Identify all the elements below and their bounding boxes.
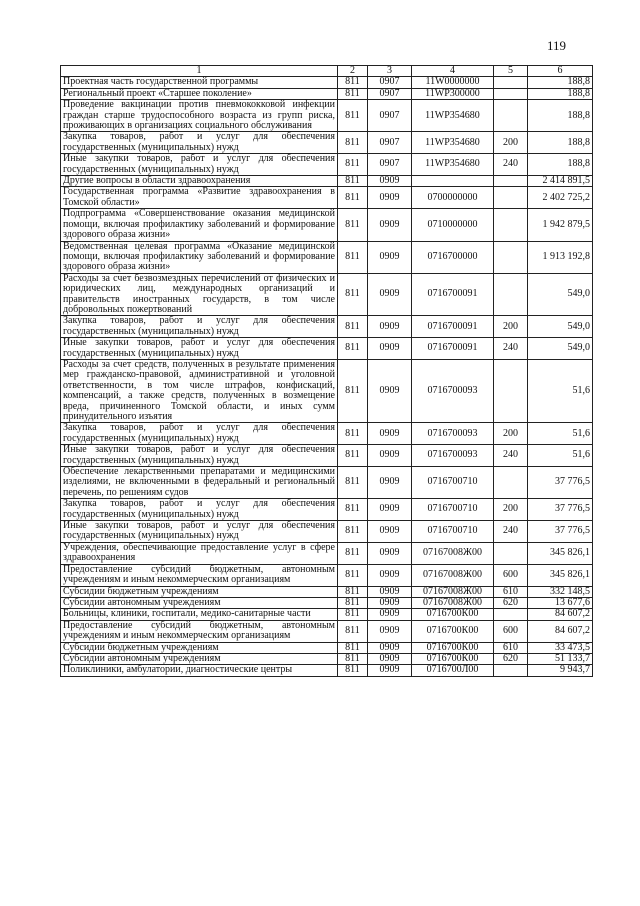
row-amount-cell: 9 943,7: [528, 665, 593, 676]
row-type-cell: 200: [494, 132, 528, 154]
row-section-cell: 0909: [368, 273, 412, 316]
row-amount-cell: 51,6: [528, 445, 593, 467]
row-section-cell: 0909: [368, 187, 412, 209]
row-target-cell: 0716700710: [412, 499, 494, 521]
header-col-1: 1: [61, 66, 338, 77]
row-target-cell: 0716700091: [412, 316, 494, 338]
row-amount-cell: 33 473,5: [528, 642, 593, 653]
table-row: [61, 467, 593, 499]
row-amount-cell: 549,0: [528, 273, 593, 316]
row-type-cell: 610: [494, 586, 528, 597]
row-section-cell: 0907: [368, 77, 412, 88]
row-amount-cell: 84 607,2: [528, 609, 593, 620]
row-grbs-cell: 811: [338, 445, 368, 467]
row-name-cell: Закупка товаров, работ и услуг для обеспечения государственных (муниципальных) нужд: [61, 423, 338, 445]
row-grbs-cell: 811: [338, 316, 368, 338]
row-section-cell: 0909: [368, 176, 412, 187]
table-row: [61, 132, 593, 154]
table-row: [61, 521, 593, 543]
page-number: 119: [547, 38, 567, 53]
row-type-cell: [494, 241, 528, 273]
row-grbs-cell: 811: [338, 241, 368, 273]
row-section-cell: 0909: [368, 521, 412, 543]
row-grbs-cell: 811: [338, 154, 368, 176]
row-amount-cell: 2 414 891,5: [528, 176, 593, 187]
row-section-cell: 0909: [368, 653, 412, 664]
table-row: [61, 77, 593, 88]
row-amount-cell: 51,6: [528, 359, 593, 422]
row-type-cell: 240: [494, 521, 528, 543]
row-grbs-cell: 811: [338, 499, 368, 521]
row-section-cell: 0907: [368, 100, 412, 132]
row-type-cell: [494, 187, 528, 209]
row-grbs-cell: 811: [338, 338, 368, 360]
row-target-cell: 11WP354680: [412, 154, 494, 176]
row-section-cell: 0909: [368, 467, 412, 499]
row-grbs-cell: 811: [338, 521, 368, 543]
table-row: [61, 423, 593, 445]
row-name-cell: Расходы за счет безвозмездных перечислений от физических и юридических лиц, международных организаций и правительств иностранных государств, в том числе добровольных пожертвований: [61, 273, 338, 316]
table-row: [61, 653, 593, 664]
row-name-cell: Иные закупки товаров, работ и услуг для обеспечения государственных (муниципальных) нужд: [61, 445, 338, 467]
header-col-6: 6: [528, 66, 593, 77]
row-section-cell: 0909: [368, 241, 412, 273]
row-amount-cell: 37 776,5: [528, 521, 593, 543]
row-name-cell: Иные закупки товаров, работ и услуг для обеспечения государственных (муниципальных) нужд: [61, 154, 338, 176]
row-grbs-cell: 811: [338, 542, 368, 564]
row-target-cell: [412, 176, 494, 187]
table-header: [61, 66, 593, 77]
row-grbs-cell: 811: [338, 77, 368, 88]
row-section-cell: 0909: [368, 209, 412, 241]
row-amount-cell: 188,8: [528, 132, 593, 154]
row-name-cell: Субсидии автономным учреждениям: [61, 653, 338, 664]
table-row: [61, 273, 593, 316]
row-target-cell: 11WP354680: [412, 100, 494, 132]
table-row: [61, 187, 593, 209]
table-row: [61, 316, 593, 338]
row-grbs-cell: 811: [338, 609, 368, 620]
row-type-cell: 610: [494, 642, 528, 653]
row-grbs-cell: 811: [338, 665, 368, 676]
row-name-cell: Закупка товаров, работ и услуг для обеспечения государственных (муниципальных) нужд: [61, 499, 338, 521]
row-section-cell: 0909: [368, 316, 412, 338]
row-type-cell: 200: [494, 423, 528, 445]
row-target-cell: 0700000000: [412, 187, 494, 209]
row-amount-cell: 188,8: [528, 100, 593, 132]
row-name-cell: Субсидии бюджетным учреждениям: [61, 642, 338, 653]
row-type-cell: [494, 609, 528, 620]
row-name-cell: Субсидии бюджетным учреждениям: [61, 586, 338, 597]
row-section-cell: 0909: [368, 423, 412, 445]
row-type-cell: [494, 467, 528, 499]
row-type-cell: 600: [494, 620, 528, 642]
row-grbs-cell: 811: [338, 187, 368, 209]
row-name-cell: Проектная часть государственной программы: [61, 77, 338, 88]
row-amount-cell: 345 826,1: [528, 542, 593, 564]
row-target-cell: 0716700К00: [412, 642, 494, 653]
table-row: [61, 564, 593, 586]
row-name-cell: Учреждения, обеспечивающие предоставление услуг в сфере здравоохранения: [61, 542, 338, 564]
header-col-5: 5: [494, 66, 528, 77]
table-row: [61, 241, 593, 273]
row-amount-cell: 2 402 725,2: [528, 187, 593, 209]
table-row: [61, 154, 593, 176]
table-row: [61, 176, 593, 187]
row-type-cell: 200: [494, 316, 528, 338]
row-grbs-cell: 811: [338, 88, 368, 99]
row-grbs-cell: 811: [338, 209, 368, 241]
row-grbs-cell: 811: [338, 653, 368, 664]
row-target-cell: 0716700093: [412, 445, 494, 467]
row-type-cell: [494, 209, 528, 241]
table-body: [61, 77, 593, 676]
row-name-cell: Расходы за счет средств, полученных в результате применения мер гражданско-правовой, административной и уголовной ответственности, в том числе штрафов, конфискаций, компенсаций, а также средств, полученных в возмещение вреда, причиненного Томской области, и иных сумм принудительного изъятия: [61, 359, 338, 422]
row-target-cell: 0716700710: [412, 521, 494, 543]
row-amount-cell: 188,8: [528, 88, 593, 99]
row-name-cell: Подпрограмма «Совершенствование оказания медицинской помощи, включая профилактику заболеваний и формирование здорового образа жизни»: [61, 209, 338, 241]
row-amount-cell: 1 913 192,8: [528, 241, 593, 273]
row-name-cell: Другие вопросы в области здравоохранения: [61, 176, 338, 187]
row-amount-cell: 345 826,1: [528, 564, 593, 586]
row-section-cell: 0909: [368, 642, 412, 653]
row-type-cell: 240: [494, 154, 528, 176]
row-target-cell: 0716700Л00: [412, 665, 494, 676]
table-row: [61, 642, 593, 653]
header-col-4: 4: [412, 66, 494, 77]
row-grbs-cell: 811: [338, 620, 368, 642]
budget-table: [60, 65, 593, 677]
row-section-cell: 0907: [368, 88, 412, 99]
row-name-cell: Поликлиники, амбулатории, диагностические центры: [61, 665, 338, 676]
row-amount-cell: 1 942 879,5: [528, 209, 593, 241]
row-amount-cell: 188,8: [528, 77, 593, 88]
row-section-cell: 0909: [368, 564, 412, 586]
row-amount-cell: 13 677,6: [528, 597, 593, 608]
row-type-cell: [494, 88, 528, 99]
row-target-cell: 11W0000000: [412, 77, 494, 88]
row-target-cell: 07167008Ж00: [412, 564, 494, 586]
row-section-cell: 0909: [368, 665, 412, 676]
row-target-cell: 0716700093: [412, 423, 494, 445]
row-type-cell: [494, 542, 528, 564]
row-amount-cell: 332 148,5: [528, 586, 593, 597]
row-target-cell: 0710000000: [412, 209, 494, 241]
row-grbs-cell: 811: [338, 564, 368, 586]
table-row: [61, 359, 593, 422]
row-section-cell: 0909: [368, 609, 412, 620]
table-row: [61, 499, 593, 521]
row-grbs-cell: 811: [338, 359, 368, 422]
row-amount-cell: 188,8: [528, 154, 593, 176]
row-name-cell: Региональный проект «Старшее поколение»: [61, 88, 338, 99]
row-type-cell: [494, 273, 528, 316]
row-type-cell: 600: [494, 564, 528, 586]
row-type-cell: [494, 100, 528, 132]
row-amount-cell: 51,6: [528, 423, 593, 445]
table-row: [61, 620, 593, 642]
row-target-cell: 0716700091: [412, 338, 494, 360]
row-name-cell: Больницы, клиники, госпитали, медико-санитарные части: [61, 609, 338, 620]
table-row: [61, 209, 593, 241]
table-row: [61, 609, 593, 620]
row-name-cell: Субсидии автономным учреждениям: [61, 597, 338, 608]
row-target-cell: 0716700710: [412, 467, 494, 499]
row-name-cell: Иные закупки товаров, работ и услуг для обеспечения государственных (муниципальных) нужд: [61, 521, 338, 543]
row-target-cell: 0716700К00: [412, 609, 494, 620]
row-type-cell: 200: [494, 499, 528, 521]
row-amount-cell: 549,0: [528, 316, 593, 338]
table-row: [61, 88, 593, 99]
row-section-cell: 0909: [368, 445, 412, 467]
row-section-cell: 0909: [368, 597, 412, 608]
row-type-cell: 620: [494, 597, 528, 608]
row-section-cell: 0909: [368, 359, 412, 422]
table-row: [61, 445, 593, 467]
row-name-cell: Предоставление субсидий бюджетным, автономным учреждениям и иным некоммерческим организациям: [61, 564, 338, 586]
table-row: [61, 100, 593, 132]
row-name-cell: Закупка товаров, работ и услуг для обеспечения государственных (муниципальных) нужд: [61, 132, 338, 154]
row-type-cell: [494, 359, 528, 422]
row-target-cell: 0716700000: [412, 241, 494, 273]
row-name-cell: Иные закупки товаров, работ и услуг для обеспечения государственных (муниципальных) нужд: [61, 338, 338, 360]
row-grbs-cell: 811: [338, 132, 368, 154]
row-target-cell: 0716700К00: [412, 620, 494, 642]
row-target-cell: 11WP300000: [412, 88, 494, 99]
table-row: [61, 586, 593, 597]
row-type-cell: [494, 77, 528, 88]
row-grbs-cell: 811: [338, 597, 368, 608]
table-row: [61, 338, 593, 360]
row-type-cell: 620: [494, 653, 528, 664]
row-section-cell: 0909: [368, 499, 412, 521]
table-row: [61, 542, 593, 564]
row-section-cell: 0907: [368, 132, 412, 154]
row-amount-cell: 84 607,2: [528, 620, 593, 642]
row-type-cell: 240: [494, 338, 528, 360]
table-row: [61, 597, 593, 608]
row-type-cell: 240: [494, 445, 528, 467]
row-name-cell: Государственная программа «Развитие здравоохранения в Томской области»: [61, 187, 338, 209]
row-amount-cell: 37 776,5: [528, 499, 593, 521]
header-col-3: 3: [368, 66, 412, 77]
row-section-cell: 0909: [368, 542, 412, 564]
row-grbs-cell: 811: [338, 642, 368, 653]
row-target-cell: 0716700К00: [412, 653, 494, 664]
row-target-cell: 0716700091: [412, 273, 494, 316]
row-section-cell: 0909: [368, 586, 412, 597]
row-grbs-cell: 811: [338, 100, 368, 132]
header-row: [61, 66, 593, 77]
header-col-2: 2: [338, 66, 368, 77]
row-name-cell: Обеспечение лекарственными препаратами и медицинскими изделиями, не включенными в федеральный и региональный перечень, по решениям судов: [61, 467, 338, 499]
row-target-cell: 07167008Ж00: [412, 597, 494, 608]
row-section-cell: 0909: [368, 620, 412, 642]
row-amount-cell: 37 776,5: [528, 467, 593, 499]
row-target-cell: 11WP354680: [412, 132, 494, 154]
row-type-cell: [494, 665, 528, 676]
row-section-cell: 0907: [368, 154, 412, 176]
row-target-cell: 07167008Ж00: [412, 542, 494, 564]
row-amount-cell: 549,0: [528, 338, 593, 360]
table-row: [61, 665, 593, 676]
row-grbs-cell: 811: [338, 176, 368, 187]
row-grbs-cell: 811: [338, 586, 368, 597]
row-name-cell: Предоставление субсидий бюджетным, автономным учреждениям и иным некоммерческим организациям: [61, 620, 338, 642]
row-grbs-cell: 811: [338, 273, 368, 316]
row-target-cell: 07167008Ж00: [412, 586, 494, 597]
row-target-cell: 0716700093: [412, 359, 494, 422]
row-name-cell: Ведомственная целевая программа «Оказание медицинской помощи, включая профилактику заболеваний и формирование здорового образа жизни»: [61, 241, 338, 273]
row-amount-cell: 51 133,7: [528, 653, 593, 664]
row-grbs-cell: 811: [338, 467, 368, 499]
row-name-cell: Закупка товаров, работ и услуг для обеспечения государственных (муниципальных) нужд: [61, 316, 338, 338]
row-name-cell: Проведение вакцинации против пневмококковой инфекции граждан старше трудоспособного возраста из групп риска, проживающих в организациях социального обслуживания: [61, 100, 338, 132]
row-type-cell: [494, 176, 528, 187]
row-section-cell: 0909: [368, 338, 412, 360]
row-grbs-cell: 811: [338, 423, 368, 445]
